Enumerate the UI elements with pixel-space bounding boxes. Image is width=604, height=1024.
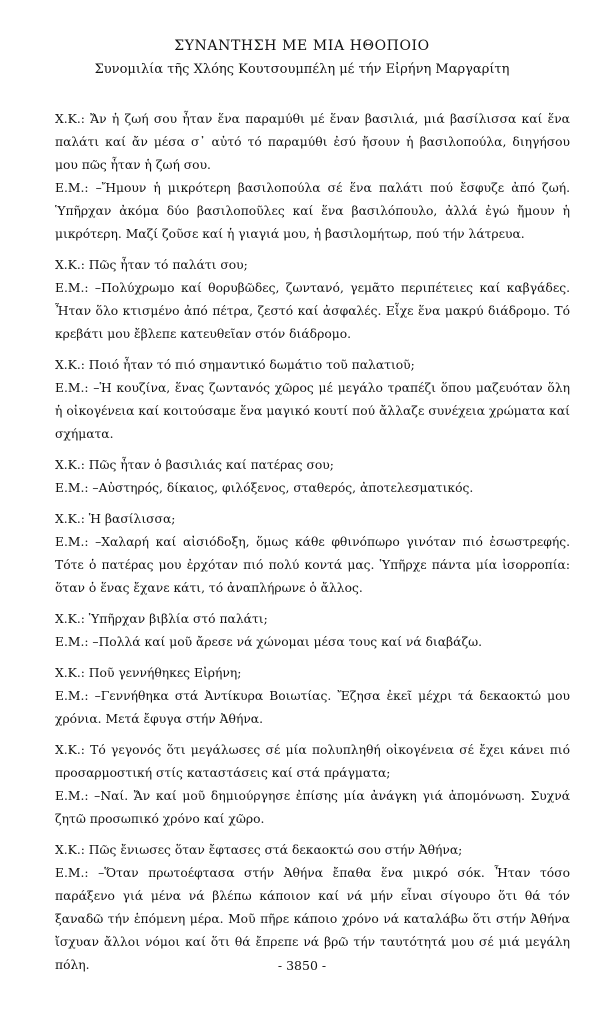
interviewer-question: Χ.Κ.: Ἄν ἡ ζωή σου ἦταν ἕνα παραμύθι μέ ἕναν βασιλιά, μιά βασίλισσα καί ἕνα παλάτι καί ἄν μέσα σ᾿ αὐτό τό παραμύθι ἐσύ ἤσουν ἡ βασιλοπούλα, διηγήσου μου πῶς ἦταν ἡ ζωή σου. — [55, 112, 570, 172]
interviewee-answer: Ε.Μ.: –Ὅταν πρωτοέφτασα στήν Ἀθήνα ἔπαθα ἕνα μικρό σόκ. Ἦταν τόσο παράξενο γιά μένα νά βλέπω κάποιον καί νά μήν εἶναι σίγουρο ὅτι θά τόν ξαναδῶ τήν ἑπόμενη μέρα. Μοῦ πῆρε κάποιο χρόνο νά καταλάβω ὅτι στήν Ἀθήνα ἴσχυαν ἄλλοι νόμοι καί ὅτι θά ἔπρεπε νά βρῶ τήν ταυτότητά μου σέ μιά μεγάλη πόλη. — [55, 866, 570, 972]
interviewer-question: Χ.Κ.: Πῶς ἔνιωσες ὅταν ἔφτασες στά δεκαοκτώ σου στήν Ἀθήνα; — [55, 843, 463, 857]
dialogue-block — [55, 254, 570, 346]
article-header — [0, 36, 604, 80]
dialogue-block — [55, 108, 570, 246]
interviewee-answer: Ε.Μ.: –Ἤμουν ἡ μικρότερη βασιλοπούλα σέ ἕνα παλάτι πού ἔσφυζε ἀπό ζωή. Ὑπῆρχαν ἀκόμα δύο βασιλοποῦλες καί ἕνα βασιλόπουλο, ἀλλά ἐγώ ἤμουν ἡ μικρότερη. Μαζί ζοῦσε καί ἡ γιαγιά μου, ἡ βασιλομήτωρ, πού τήν λάτρευα. — [55, 181, 570, 241]
dialogue-block — [55, 662, 570, 731]
interviewee-answer: Ε.Μ.: –Ναί. Ἄν καί μοῦ δημιούργησε ἐπίσης μία ἀνάγκη γιά ἀπομόνωση. Συχνά ζητῶ προσωπικό χρόνο καί χῶρο. — [55, 789, 570, 826]
dialogue-block — [55, 608, 570, 654]
interviewer-question: Χ.Κ.: Ποῦ γεννήθηκες Εἰρήνη; — [55, 666, 242, 680]
dialogue-block — [55, 508, 570, 600]
interviewee-answer: Ε.Μ.: –Αὐστηρός, δίκαιος, φιλόξενος, σταθερός, ἀποτελεσματικός. — [55, 481, 474, 495]
interview-body — [55, 108, 570, 985]
interviewee-answer: Ε.Μ.: –Πολύχρωμο καί θορυβῶδες, ζωντανό, γεμᾶτο περιπέτειες καί καβγάδες. Ἦταν ὅλο κτισμένο ἀπό πέτρα, ζεστό καί ἀσφαλές. Εἶχε ἕνα μακρύ διάδρομο. Τό κρεβάτι μου ἔβλεπε κατευθεῖαν στόν διάδρομο. — [55, 281, 570, 341]
page-number: - 3850 - — [277, 958, 327, 973]
dialogue-block — [55, 739, 570, 831]
interviewer-question: Χ.Κ.: Ἡ βασίλισσα; — [55, 512, 176, 526]
interviewer-question: Χ.Κ.: Πῶς ἦταν τό παλάτι σου; — [55, 258, 248, 272]
interviewee-answer: Ε.Μ.: –Ἡ κουζίνα, ἕνας ζωντανός χῶρος μέ μεγάλο τραπέζι ὅπου μαζευόταν ὅλη ἡ οἰκογένεια καί κοιτούσαμε ἕνα μαγικό κουτί πού ἄλλαζε συνέχεια χρώματα καί σχήματα. — [55, 381, 570, 441]
page-subtitle: Συνομιλία τῆς Χλόης Κουτσουμπέλη μέ τήν Εἰρήνη Μαργαρίτη — [94, 62, 510, 77]
interviewer-question: Χ.Κ.: Ποιό ἦταν τό πιό σημαντικό δωμάτιο τοῦ παλατιοῦ; — [55, 358, 415, 372]
interviewee-answer: Ε.Μ.: –Χαλαρή καί αἰσιόδοξη, ὅμως κάθε φθινόπωρο γινόταν πιό ἐσωστρεφής. Τότε ὁ πατέρας μου ἐρχόταν πιό πολύ κοντά μας. Ὑπῆρχε πάντα μία ἰσορροπία: ὅταν ὁ ἕνας ἔχανε κάτι, τό ἀναπλήρωνε ὁ ἄλλος. — [55, 535, 570, 595]
dialogue-block — [55, 454, 570, 500]
interviewer-question: Χ.Κ.: Τό γεγονός ὅτι μεγάλωσες σέ μία πολυπληθή οἰκογένεια σέ ἔχει κάνει πιό προσαρμοστική στίς καταστάσεις καί στά πράγματα; — [55, 743, 570, 780]
dialogue-block — [55, 354, 570, 446]
interviewee-answer: Ε.Μ.: –Γεννήθηκα στά Ἀντίκυρα Βοιωτίας. Ἔζησα ἐκεῖ μέχρι τά δεκαοκτώ μου χρόνια. Μετά ἔφυγα στήν Ἀθήνα. — [55, 689, 570, 726]
dialogue-block — [55, 839, 570, 977]
page-title: ΣΥΝΑΝΤΗΣΗ ΜΕ ΜΙΑ ΗΘΟΠΟΙΟ — [174, 38, 430, 54]
interviewee-answer: Ε.Μ.: –Πολλά καί μοῦ ἄρεσε νά χώνομαι μέσα τους καί νά διαβάζω. — [55, 635, 483, 649]
interviewer-question: Χ.Κ.: Πῶς ἦταν ὁ βασιλιάς καί πατέρας σου; — [55, 458, 334, 472]
interviewer-question: Χ.Κ.: Ὑπῆρχαν βιβλία στό παλάτι; — [55, 612, 268, 626]
